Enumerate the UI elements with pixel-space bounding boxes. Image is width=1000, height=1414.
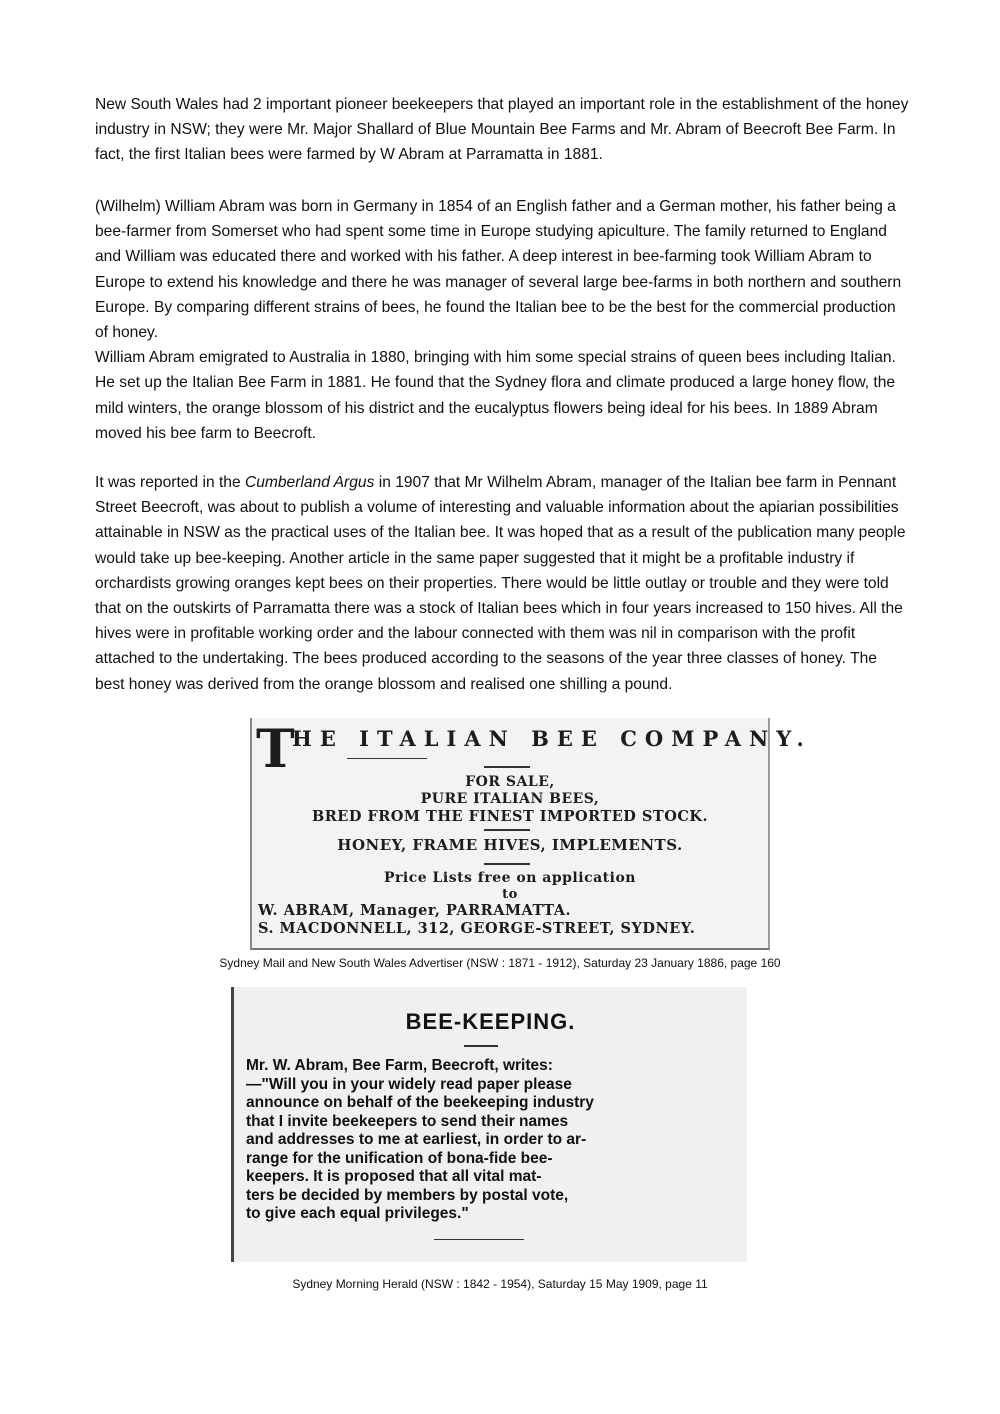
letter-line: to give each equal privileges." xyxy=(246,1205,469,1222)
letter-text xyxy=(246,1057,738,1224)
divider xyxy=(434,1239,524,1240)
divider xyxy=(484,766,530,768)
letter-line: —"Will you in your widely read paper please xyxy=(246,1075,572,1093)
advert-line-honey: HONEY, FRAME HIVES, IMPLEMENTS. xyxy=(337,836,683,854)
clipping-body xyxy=(231,987,747,1262)
intro-paragraph: New South Wales had 2 important pioneer beekeepers that played an important role in the establishment of the honey industry in NSW; they were Mr. Major Shallard of Blue Mountain Bee Farms and Mr. Abram of Beecroft Bee Farm. In fact, the first Italian bees were farmed by W Abram at Parramatta in 1881. xyxy=(95,96,909,164)
advert-line-to: to xyxy=(502,887,518,902)
biography-paragraph xyxy=(95,194,910,446)
biography-text-early-life: (Wilhelm) William Abram was born in Germany in 1854 of an English father and a German mother, his father being a bee-farmer from Somerset who had spent some time in Europe studying apiculture. The family returned to England and William was educated there and worked with his father. A deep interest in bee-farming took William Abram to Europe to extend his knowledge and there he was manager of several large bee-farms in both northern and southern Europe. By comparing different strains of bees, he found the Italian bee to be the best for the commercial production of honey. xyxy=(95,198,902,342)
advert-headline: HE ITALIAN BEE COMPANY. xyxy=(292,726,812,751)
letter-caption: Sydney Morning Herald (NSW : 1842 - 1954), Saturday 15 May 1909, page 11 xyxy=(292,1277,708,1291)
advert-line-manager: W. ABRAM, Manager, PARRAMATTA. xyxy=(258,902,572,919)
clipping-headline: BEE-KEEPING. xyxy=(405,1009,576,1034)
newspaper-title: Cumberland Argus xyxy=(244,474,375,491)
letter-line: Mr. W. Abram, Bee Farm, Beecroft, writes: xyxy=(246,1057,553,1074)
bee-keeping-letter-clipping xyxy=(231,987,747,1262)
cumberland-argus-paragraph xyxy=(95,470,910,697)
letter-line: ters be decided by members by postal vote, xyxy=(246,1186,569,1204)
letter-line: and addresses to me at earliest, in order to ar- xyxy=(246,1131,587,1148)
advert-line-price-lists: Price Lists free on application xyxy=(384,870,636,886)
divider xyxy=(484,863,530,865)
letter-line: that I invite beekeepers to send their names xyxy=(246,1112,569,1130)
letter-line: keepers. It is proposed that all vital mat- xyxy=(246,1168,542,1185)
advertisement-caption: Sydney Mail and New South Wales Advertiser (NSW : 1871 - 1912), Saturday 23 January 1886, page 160 xyxy=(219,956,781,970)
divider xyxy=(484,829,530,831)
advert-line-bred-from: BRED FROM THE FINEST IMPORTED STOCK. xyxy=(311,808,709,825)
advert-line-pure-bees: PURE ITALIAN BEES, xyxy=(420,791,600,807)
divider xyxy=(464,1045,498,1047)
advert-line-for-sale: FOR SALE, xyxy=(465,774,555,790)
divider xyxy=(347,758,427,759)
advert-line-agent: S. MACDONNELL, 312, GEORGE-STREET, SYDNEY. xyxy=(258,920,696,937)
italian-bee-company-advertisement xyxy=(250,718,812,950)
biography-text-emigration: William Abram emigrated to Australia in 1880, bringing with him some special strains of queen bees including Italian. He set up the Italian Bee Farm in 1881. He found that the Sydney flora and climate produced a large honey flow, the mild winters, the orange blossom of his district and the eucalyptus flowers being ideal for his bees. In 1889 Abram moved his bee farm to Beecroft. xyxy=(95,349,896,442)
letter-line: announce on behalf of the beekeeping industry xyxy=(246,1094,594,1111)
advert-dropcap: T xyxy=(256,719,295,780)
letter-line: range for the unification of bona-fide bee- xyxy=(246,1149,553,1167)
paragraph-text: It was reported in the xyxy=(95,474,245,491)
paragraph-text: in 1907 that Mr Wilhelm Abram, manager of the Italian bee farm in Pennant Street Beecroft, was about to publish a volume of interesting and valuable information about the apiarian possibilities attainable in NSW as the practical uses of the Italian bee. It was hoped that as a result of the publication many people would take up bee-keeping. Another article in the same paper suggested that it might be a profitable industry if orchardists growing oranges kept bees on their properties. There would be little outlay or trouble and they were told that on the outskirts of Parramatta there was a stock of Italian bees which in four years increased to 150 hives. All the hives were in profitable working order and the labour connected with them was nil in comparison with the profit attached to the undertaking. The bees produced according to the seasons of the year three classes of honey. The best honey was derived from the orange blossom and realised one shilling a pound. xyxy=(95,474,906,693)
